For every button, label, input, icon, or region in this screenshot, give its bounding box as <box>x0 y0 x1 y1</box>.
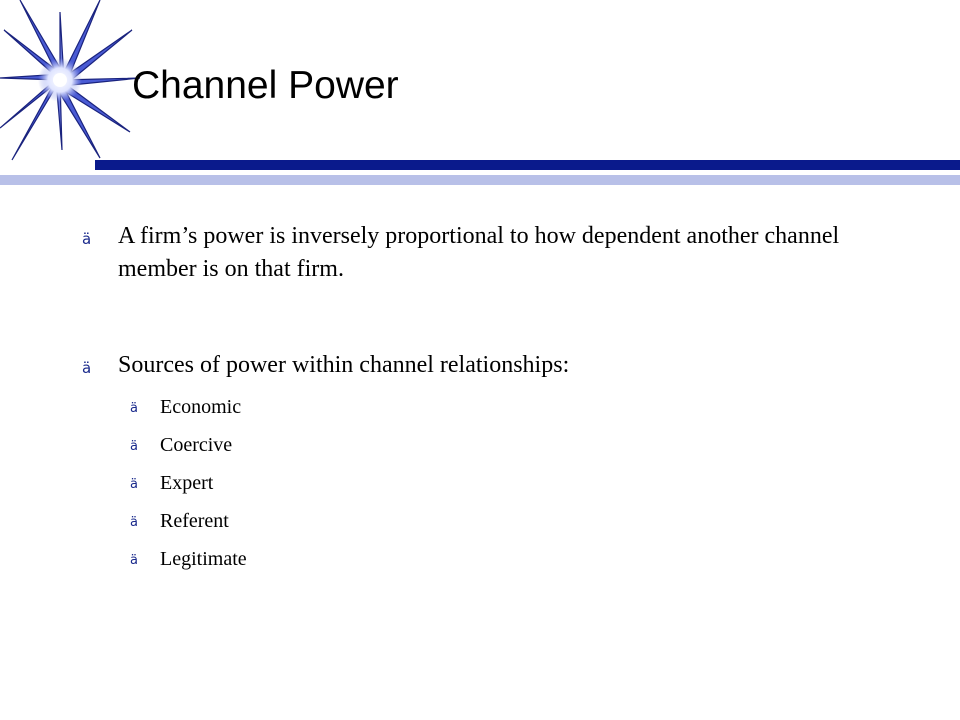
triangle-bullet-icon: ä <box>130 515 138 530</box>
sub-bullet-item <box>130 545 247 575</box>
triangle-bullet-icon: ä <box>130 439 138 454</box>
triangle-bullet-icon: ä <box>130 477 138 492</box>
slide-title: Channel Power <box>132 64 399 107</box>
sub-bullet-item <box>130 469 213 499</box>
sub-bullet-text: Expert <box>160 472 214 494</box>
triangle-bullet-icon: ä <box>130 401 138 416</box>
bullet-text: A firm’s power is inversely proportional to how dependent another channel member is on that firm. <box>118 223 840 282</box>
bullet-item <box>82 220 878 286</box>
triangle-bullet-icon: ä <box>130 553 138 568</box>
triangle-bullet-icon: ä <box>82 230 92 248</box>
bullet-item <box>82 349 878 385</box>
bullet-text: Sources of power within channel relationships: <box>118 352 570 378</box>
sub-bullet-item <box>130 507 229 537</box>
sub-bullet-text: Legitimate <box>160 548 247 570</box>
sub-bullet-item <box>130 393 241 423</box>
sub-bullet-text: Coercive <box>160 434 233 456</box>
sub-bullet-item <box>130 431 232 461</box>
sub-bullet-text: Economic <box>160 396 242 418</box>
sub-bullet-text: Referent <box>160 510 229 532</box>
triangle-bullet-icon: ä <box>82 359 92 377</box>
